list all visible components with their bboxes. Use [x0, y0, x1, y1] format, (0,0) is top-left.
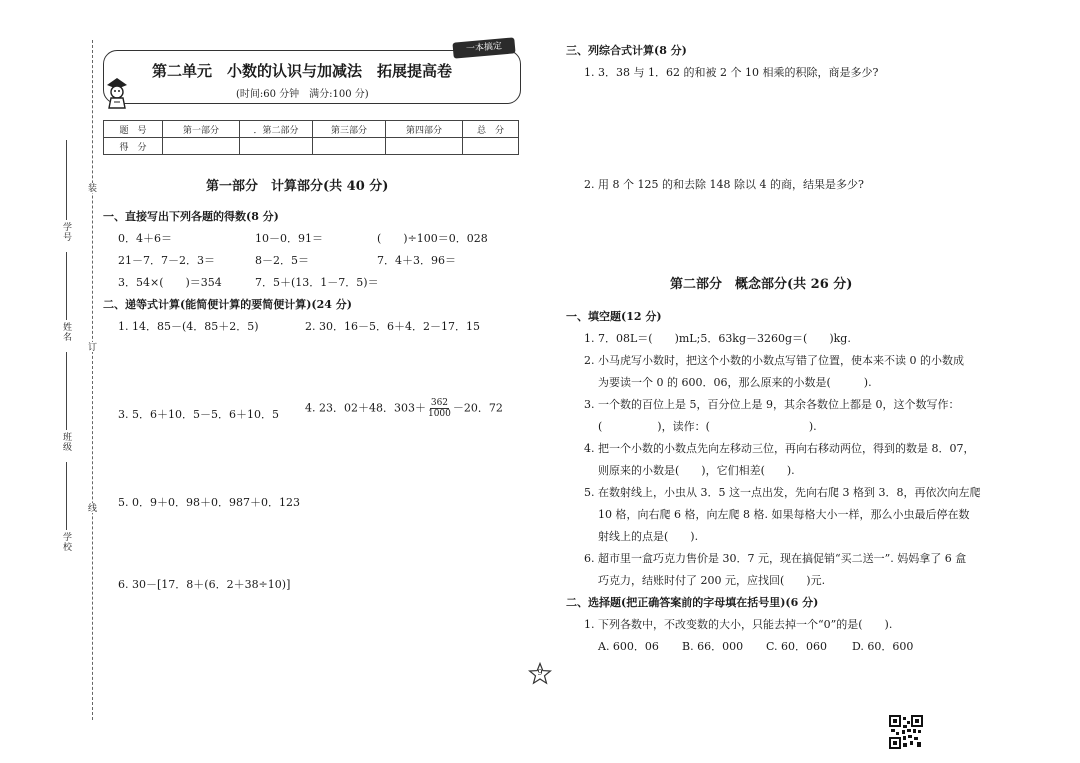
- page-title: 第二单元 小数的认识与加减法 拓展提高卷: [152, 62, 453, 80]
- q1-item: 10－0．91＝: [255, 232, 323, 245]
- fill-q6-line1: 6. 超市里一盒巧克力售价是 30．7 元，现在搞促销“买二送一”. 妈妈拿了 6 盒: [584, 552, 967, 565]
- score-table-header: 题 号: [104, 121, 163, 138]
- fill-q3-line1: 3. 一个数的百位上是 5，百分位上是 9，其余各数位上都是 0，这个数写作：: [584, 398, 960, 411]
- score-table-header-row: [104, 121, 519, 138]
- calc-q4-b: －20．72: [452, 401, 503, 415]
- choice-q1: 1. 下列各数中，不改变数的大小，只能去掉一个“0”的是( ).: [584, 618, 893, 631]
- q1-item: 7．5＋(13．1－7．5)＝: [255, 276, 379, 289]
- calc-q4-a: 4. 23．02＋48．303＋: [305, 401, 426, 415]
- score-table-header: 第三部分: [313, 121, 386, 138]
- fraction: [428, 398, 451, 419]
- q1-item: 8－2．5＝: [255, 254, 309, 267]
- choice-option-c: C. 60．060: [766, 640, 828, 653]
- calc-q3: 3. 5．6＋10．5－5．6＋10．5: [118, 408, 279, 421]
- brand-badge-text: 一本搞定: [465, 41, 503, 55]
- fill-heading: 一、填空题(12 分): [566, 310, 662, 323]
- section3-heading: 三、列综合式计算(8 分): [566, 44, 687, 57]
- calc-q6: 6. 30－[17．8＋(6．2＋38÷10)]: [118, 578, 291, 591]
- class-label: 班级: [61, 432, 71, 452]
- q1-item: 0．4＋6＝: [118, 232, 172, 245]
- score-cell[interactable]: [463, 138, 519, 155]
- score-cell[interactable]: [386, 138, 463, 155]
- score-cell[interactable]: [163, 138, 240, 155]
- fill-q5-line1: 5. 在数射线上，小虫从 3．5 这一点出发，先向右爬 3 格到 3．8，再依次向左爬: [584, 486, 981, 499]
- binding-line-3: [66, 352, 67, 430]
- choice-option-b: B. 66．000: [682, 640, 744, 653]
- fill-q5-line3: 射线上的点是( ).: [598, 530, 699, 543]
- section2-heading: 二、递等式计算(能简便计算的要简便计算)(24 分): [103, 298, 352, 311]
- fill-q3-line2: ( )，读作：( ).: [598, 420, 817, 433]
- score-cell[interactable]: [313, 138, 386, 155]
- choice-option-d: D. 60．600: [852, 640, 914, 653]
- fill-q5-line2: 10 格，向右爬 6 格，向左爬 8 格. 如果每格大小一样，那么小虫最后停在数: [598, 508, 970, 521]
- score-cell[interactable]: [240, 138, 313, 155]
- fill-q2-line2: 为要读一个 0 的 600．06，那么原来的小数是( ).: [598, 376, 872, 389]
- fraction-denominator: 1000: [427, 409, 451, 419]
- fill-q6-line2: 巧克力，结账时付了 200 元，应找回( )元.: [598, 574, 826, 587]
- comp-q1: 1. 3．38 与 1．62 的和被 2 个 10 相乘的积除，商是多少?: [584, 66, 879, 79]
- part2-title: 第二部分 概念部分(共 26 分): [670, 277, 853, 292]
- calc-q5: 5. 0．9＋0．98＋0．987＋0．123: [118, 496, 300, 509]
- cut-mark-xian: 线: [86, 503, 96, 513]
- q1-item: 7．4＋3．96＝: [377, 254, 456, 267]
- student-id-label: 学号: [61, 222, 71, 242]
- page-number: 9: [537, 668, 543, 677]
- fill-q4-line1: 4. 把一个小数的小数点先向左移动三位，再向右移动两位，得到的数是 8．07，: [584, 442, 975, 455]
- q1-item: 3．54×( )＝354: [118, 276, 222, 289]
- cut-mark-zhuang: 装: [86, 183, 96, 193]
- fill-q1: 1. 7．08L＝( )mL;5．63kg－3260g＝( )kg.: [584, 332, 851, 345]
- cut-mark-ding: 订: [86, 342, 96, 352]
- binding-dashed-line: [92, 40, 93, 720]
- comp-q2: 2. 用 8 个 125 的和去除 148 除以 4 的商，结果是多少?: [584, 178, 864, 191]
- name-label: 姓名: [61, 322, 71, 342]
- choice-option-a: A. 600．06: [598, 640, 659, 653]
- score-table-header: 第一部分: [163, 121, 240, 138]
- binding-line-4: [66, 462, 67, 530]
- binding-line-2: [66, 252, 67, 320]
- mascot-icon: [104, 76, 130, 110]
- binding-line-1: [66, 140, 67, 220]
- score-table: [103, 120, 519, 155]
- calc-q4: [305, 398, 503, 419]
- fill-q2-line1: 2. 小马虎写小数时，把这个小数的小数点写错了位置，使本来不读 0 的小数成: [584, 354, 964, 367]
- exam-info: (时间:60 分钟 满分:100 分): [236, 89, 369, 100]
- q1-item: 21－7．7－2．3＝: [118, 254, 215, 267]
- calc-q2: 2. 30．16－5．6＋4．2－17．15: [305, 320, 480, 333]
- fill-q4-line2: 则原来的小数是( )，它们相差( ).: [598, 464, 795, 477]
- calc-q1: 1. 14．85－(4．85＋2．5): [118, 320, 259, 333]
- score-table-header: 第四部分: [386, 121, 463, 138]
- section1-heading: 一、直接写出下列各题的得数(8 分): [103, 210, 279, 223]
- page-number-star: [528, 662, 552, 686]
- school-label: 学校: [61, 532, 71, 552]
- fraction-numerator: 362: [430, 398, 449, 408]
- qr-code-icon: [889, 715, 923, 749]
- part1-title: 第一部分 计算部分(共 40 分): [206, 179, 389, 194]
- score-row-label: 得 分: [104, 138, 163, 155]
- score-table-score-row: [104, 138, 519, 155]
- q1-item: ( )÷100＝0．028: [377, 232, 488, 245]
- choice-heading: 二、选择题(把正确答案前的字母填在括号里)(6 分): [566, 596, 819, 609]
- score-table-header: ．第二部分: [240, 121, 313, 138]
- score-table-header: 总 分: [463, 121, 519, 138]
